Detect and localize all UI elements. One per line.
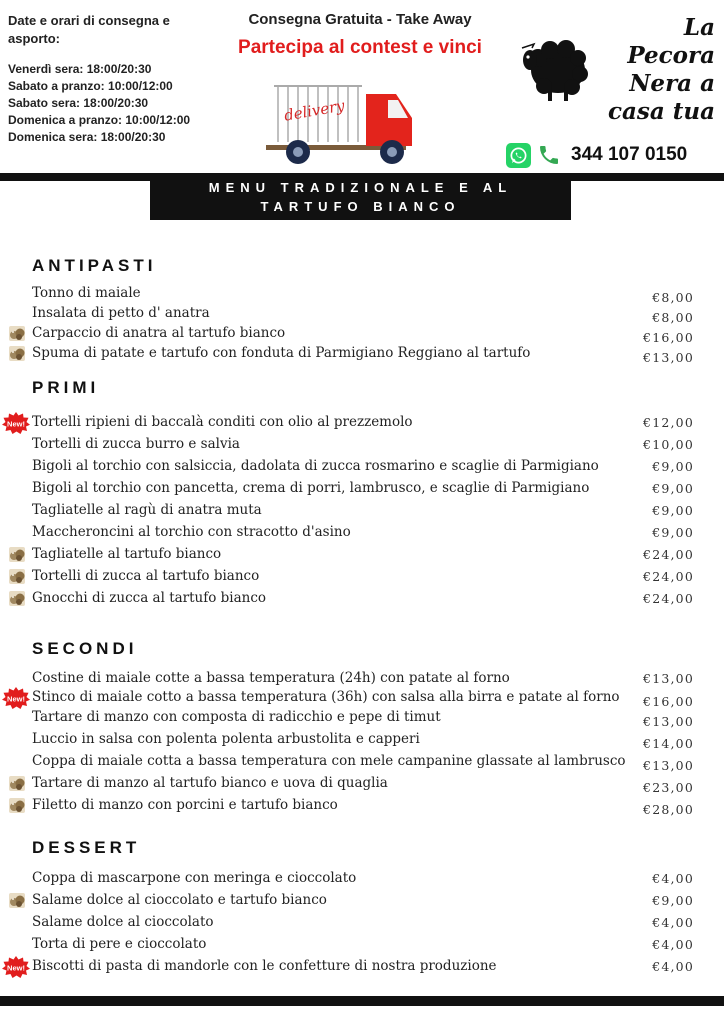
contacts xyxy=(506,142,687,168)
item-name: Spuma di patate e tartufo con fonduta di Parmigiano Reggiano al tartufo xyxy=(32,345,531,361)
phone-icon[interactable] xyxy=(537,143,561,167)
new-badge-icon xyxy=(2,687,30,709)
item-price: €28,00 xyxy=(643,802,694,817)
item-price: €9,00 xyxy=(652,459,694,474)
delivery-truck-icon xyxy=(262,80,422,170)
hours-list xyxy=(8,61,208,146)
menu-item xyxy=(0,707,724,729)
item-name: Bigoli al torchio con pancetta, crema di porri, lambrusco, e scaglie di Parmigiano xyxy=(32,480,590,496)
item-price: €9,00 xyxy=(652,481,694,496)
item-price: €9,00 xyxy=(652,893,694,908)
free-delivery-heading: Consegna Gratuita - Take Away xyxy=(248,11,472,28)
menu-item xyxy=(0,956,724,978)
menu-item xyxy=(0,478,724,500)
brand-line: La xyxy=(683,14,715,41)
menu-item xyxy=(0,795,724,817)
item-price: €12,00 xyxy=(643,415,694,430)
new-badge-label: New! xyxy=(7,963,25,973)
menu-item xyxy=(0,773,724,795)
menu-item xyxy=(0,687,724,709)
menu-item xyxy=(0,588,724,610)
hours-line: Domenica sera: 18:00/20:30 xyxy=(8,130,166,144)
item-price: €8,00 xyxy=(652,310,694,325)
item-price: €9,00 xyxy=(652,503,694,518)
item-price: €13,00 xyxy=(643,350,694,365)
new-badge-icon xyxy=(2,412,30,434)
item-name: Insalata di petto d' anatra xyxy=(32,305,210,321)
new-badge-label: New! xyxy=(7,419,25,429)
whatsapp-icon[interactable] xyxy=(506,143,531,168)
item-name: Tonno di maiale xyxy=(32,285,141,301)
section-title: SECONDI xyxy=(32,639,138,658)
item-name: Biscotti di pasta di mandorle con le confetture di nostra produzione xyxy=(32,958,497,974)
brand-line: casa tua xyxy=(607,98,715,125)
hours-line: Domenica a pranzo: 10:00/12:00 xyxy=(8,113,191,127)
delivery-hours xyxy=(8,12,208,146)
new-badge-label: New! xyxy=(7,694,25,704)
item-price: €24,00 xyxy=(643,547,694,562)
item-name: Coppa di mascarpone con meringa e cioccolato xyxy=(32,870,357,886)
white-truffle-icon xyxy=(9,591,25,606)
menu-item xyxy=(0,934,724,956)
hours-line: Venerdì sera: 18:00/20:30 xyxy=(8,62,152,76)
white-truffle-icon xyxy=(9,798,25,813)
menu-item xyxy=(0,303,724,325)
item-price: €10,00 xyxy=(643,437,694,452)
item-name: Torta di pere e cioccolato xyxy=(32,936,207,952)
item-name: Luccio in salsa con polenta polenta arbustolita e capperi xyxy=(32,731,420,747)
white-truffle-icon xyxy=(9,776,25,791)
item-name: Tortelli ripieni di baccalà conditi con olio al prezzemolo xyxy=(32,414,413,430)
item-name: Carpaccio di anatra al tartufo bianco xyxy=(32,325,286,341)
black-sheep-logo xyxy=(520,40,590,102)
item-name: Salame dolce al cioccolato e tartufo bianco xyxy=(32,892,327,908)
menu-item xyxy=(0,500,724,522)
white-truffle-icon xyxy=(9,893,25,908)
item-name: Filetto di manzo con porcini e tartufo bianco xyxy=(32,797,338,813)
menu-item xyxy=(0,868,724,890)
white-truffle-icon xyxy=(9,569,25,584)
item-name: Gnocchi di zucca al tartufo bianco xyxy=(32,590,267,606)
item-name: Tartare di manzo con composta di radicchio e pepe di timut xyxy=(32,709,441,725)
menu-title xyxy=(150,173,571,220)
item-price: €14,00 xyxy=(643,736,694,751)
hours-line: Sabato a pranzo: 10:00/12:00 xyxy=(8,79,173,93)
menu-item xyxy=(0,522,724,544)
menu-item xyxy=(0,323,724,345)
menu-item xyxy=(0,343,724,365)
item-price: €9,00 xyxy=(652,525,694,540)
menu-item xyxy=(0,566,724,588)
hours-title: Date e orari di consegna e asporto: xyxy=(8,13,170,46)
menu-title-line: MENU TRADIZIONALE E AL xyxy=(208,180,513,195)
item-name: Bigoli al torchio con salsiccia, dadolata di zucca rosmarino e scaglie di Parmigiano xyxy=(32,458,599,474)
item-name: Maccheroncini al torchio con stracotto d'asino xyxy=(32,524,351,540)
white-truffle-icon xyxy=(9,547,25,562)
item-price: €24,00 xyxy=(643,569,694,584)
menu-item xyxy=(0,544,724,566)
contest-heading: Partecipa al contest e vinci xyxy=(238,37,482,58)
section-title: ANTIPASTI xyxy=(32,256,157,275)
item-name: Tagliatelle al ragù di anatra muta xyxy=(32,502,262,518)
menu-item xyxy=(0,456,724,478)
hours-line: Sabato sera: 18:00/20:30 xyxy=(8,96,149,110)
item-name: Salame dolce al cioccolato xyxy=(32,914,214,930)
new-badge-icon xyxy=(2,956,30,978)
menu-item xyxy=(0,412,724,434)
item-name: Tartare di manzo al tartufo bianco e uova di quaglia xyxy=(32,775,388,791)
menu-item xyxy=(0,751,724,773)
menu-item xyxy=(0,912,724,934)
item-price: €4,00 xyxy=(652,871,694,886)
item-price: €13,00 xyxy=(643,714,694,729)
white-truffle-icon xyxy=(9,346,25,361)
phone-number[interactable]: 344 107 0150 xyxy=(571,144,688,165)
item-price: €4,00 xyxy=(652,959,694,974)
item-name: Coppa di maiale cotta a bassa temperatura con mele campanine glassate al lambrusco xyxy=(32,753,626,769)
item-price: €8,00 xyxy=(652,290,694,305)
item-name: Tagliatelle al tartufo bianco xyxy=(32,546,222,562)
truck-label: delivery xyxy=(282,96,346,125)
brand-line: Nera a xyxy=(629,70,715,97)
item-name: Tortelli di zucca al tartufo bianco xyxy=(32,568,260,584)
menu-item xyxy=(0,434,724,456)
item-price: €24,00 xyxy=(643,591,694,606)
item-price: €16,00 xyxy=(643,330,694,345)
item-price: €13,00 xyxy=(643,671,694,686)
item-name: Tortelli di zucca burro e salvia xyxy=(32,436,240,452)
menu-item xyxy=(0,729,724,751)
brand-line: Pecora xyxy=(627,42,715,69)
brand-name xyxy=(597,14,715,126)
item-price: €4,00 xyxy=(652,915,694,930)
white-truffle-icon xyxy=(9,326,25,341)
item-price: €23,00 xyxy=(643,780,694,795)
menu-item xyxy=(0,890,724,912)
bottom-divider-band xyxy=(0,996,724,1006)
section-title: DESSERT xyxy=(32,838,141,857)
menu-item xyxy=(0,283,724,305)
section-title: PRIMI xyxy=(32,378,100,397)
menu-title-line: TARTUFO BIANCO xyxy=(260,199,461,214)
item-price: €16,00 xyxy=(643,694,694,709)
item-name: Stinco di maiale cotto a bassa temperatura (36h) con salsa alla birra e patate al forno xyxy=(32,689,620,705)
item-price: €13,00 xyxy=(643,758,694,773)
item-price: €4,00 xyxy=(652,937,694,952)
item-name: Costine di maiale cotte a bassa temperatura (24h) con patate al forno xyxy=(32,670,510,686)
